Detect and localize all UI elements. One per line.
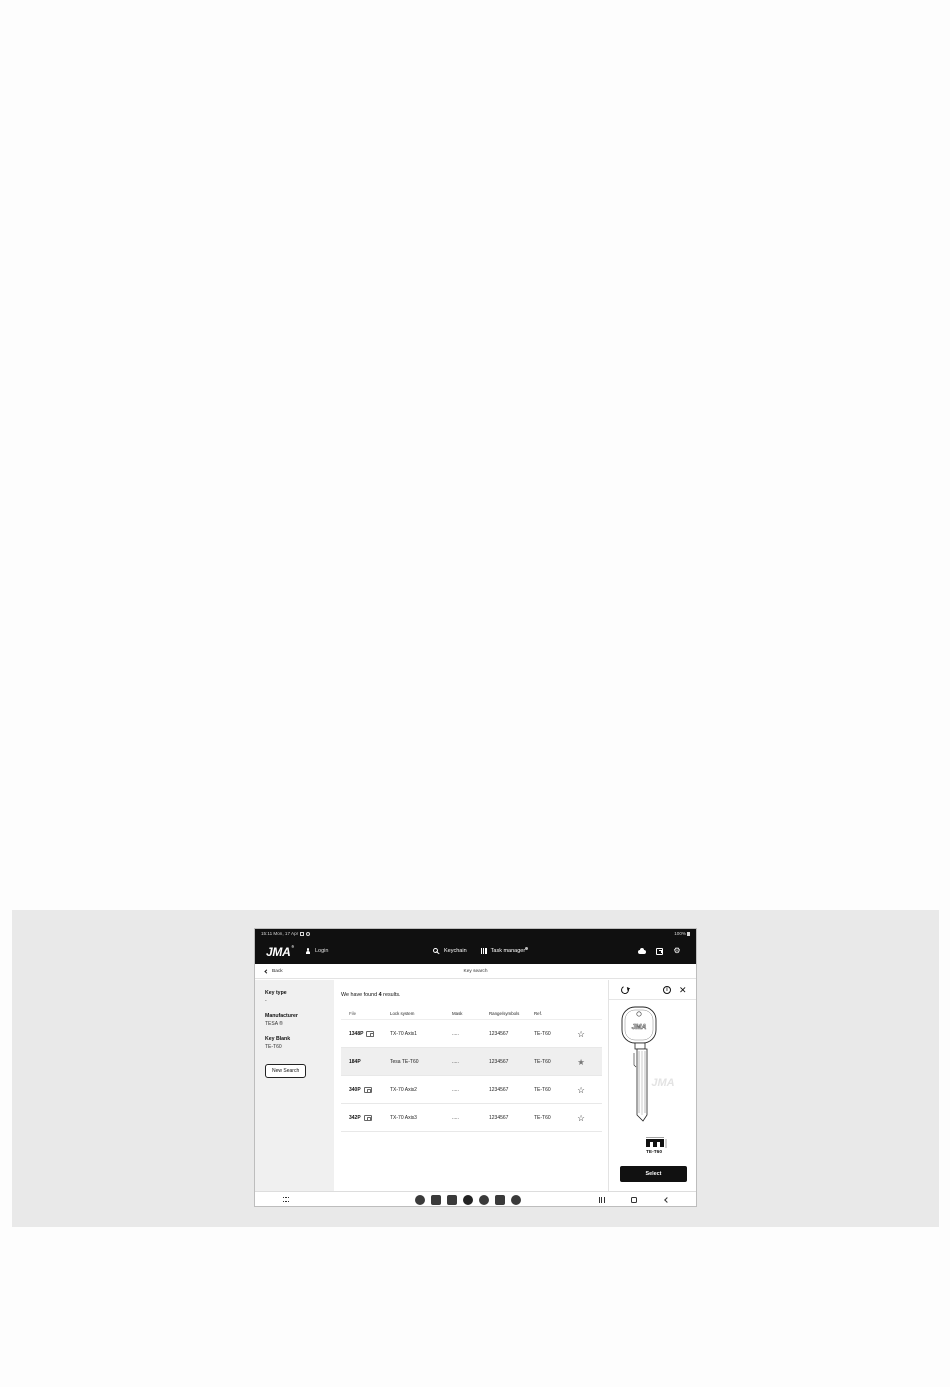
task-manager-link[interactable]: Task manager: [490, 948, 526, 954]
app-bar: [255, 939, 696, 964]
star-outline-icon[interactable]: ☆: [577, 1112, 585, 1123]
jma-logo: [266, 945, 294, 959]
table-row[interactable]: [341, 1020, 602, 1048]
row-mask: .....: [452, 1114, 459, 1121]
col-lock-system: Lock system: [390, 1011, 415, 1016]
app-icon[interactable]: [415, 1195, 425, 1205]
lock-icon: [364, 1087, 372, 1093]
row-file: 1348P: [349, 1030, 364, 1037]
page-title: Key search: [463, 969, 488, 974]
lock-icon: [364, 1115, 372, 1121]
filter-panel: [255, 980, 334, 1191]
row-range: 1234567: [489, 1086, 509, 1093]
back-nav-icon[interactable]: [664, 1197, 670, 1203]
key-detail-panel: [608, 980, 697, 1191]
key-image: [619, 1005, 687, 1131]
key-watermark: JMA: [651, 1077, 675, 1089]
col-file: File: [349, 1011, 357, 1016]
status-time: [261, 929, 310, 939]
cloud-icon[interactable]: [638, 948, 646, 954]
table-row[interactable]: [341, 1048, 602, 1076]
star-outline-icon[interactable]: ☆: [577, 1028, 585, 1039]
key-blank-value: TE-T60: [265, 1044, 282, 1050]
status-time-text: 15:11 Mon, 17 Apr: [261, 931, 299, 936]
key-profile-label: TE-T60: [646, 1150, 662, 1154]
results-summary: [341, 992, 602, 998]
filter-key-type: [265, 990, 324, 1004]
filter-key-blank: [265, 1036, 324, 1050]
refresh-icon[interactable]: [620, 985, 630, 995]
login-label: Login: [315, 948, 329, 954]
row-range: 1234567: [489, 1058, 509, 1065]
export-icon[interactable]: [656, 948, 663, 955]
status-bar: [255, 929, 696, 939]
row-ref: TE-T60: [534, 1058, 551, 1065]
sync-icon: [306, 932, 310, 936]
key-type-label: Key type: [265, 990, 287, 996]
row-ref: TE-T60: [534, 1086, 551, 1093]
chat-icon[interactable]: [463, 1195, 473, 1205]
tablet-screen: [254, 928, 697, 1207]
calendar-icon[interactable]: [447, 1195, 457, 1205]
settings-app-icon[interactable]: [511, 1195, 521, 1205]
key-type-value: -: [265, 998, 267, 1004]
apps-grid-icon[interactable]: [283, 1197, 290, 1203]
row-lock-system: Tesa TE-T60: [390, 1058, 419, 1065]
lock-icon: [366, 1031, 374, 1037]
table-row[interactable]: [341, 1076, 602, 1104]
col-range: Range/symbols: [489, 1011, 520, 1016]
row-range: 1234567: [489, 1114, 509, 1121]
key-head-text: JMA: [631, 1024, 647, 1031]
status-right: [674, 929, 690, 939]
media-icon[interactable]: [495, 1195, 505, 1205]
row-file: 342P: [349, 1114, 361, 1121]
col-ref: Ref.: [534, 1011, 543, 1016]
row-lock-system: TX-70 Axis3: [390, 1114, 417, 1121]
detail-toolbar: [609, 980, 697, 1000]
login-button[interactable]: [305, 948, 328, 954]
row-ref: TE-T60: [534, 1030, 551, 1037]
found-count: 4: [378, 992, 382, 998]
star-filled-icon[interactable]: ★: [577, 1056, 585, 1067]
notification-dot: [525, 947, 528, 950]
table-row[interactable]: [341, 1104, 602, 1132]
battery-icon: [687, 932, 690, 936]
row-lock-system: TX-70 Axis2: [390, 1086, 417, 1093]
keychain-link[interactable]: Keychain: [444, 948, 467, 954]
found-prefix: We have found: [341, 992, 378, 998]
keychain-icon: [433, 948, 440, 954]
app-bar-actions: [638, 947, 681, 955]
back-label: Back: [272, 969, 283, 974]
gear-icon[interactable]: ⚙: [673, 946, 681, 955]
contacts-icon[interactable]: [479, 1195, 489, 1205]
battery-text: 100%: [674, 931, 686, 936]
select-button[interactable]: Select: [620, 1166, 687, 1182]
gallery-icon: [300, 932, 304, 936]
manufacturer-label: Manufacturer: [265, 1013, 298, 1019]
filter-manufacturer: [265, 1013, 324, 1027]
table-header: [341, 1008, 602, 1020]
manufacturer-value: TESA ®: [265, 1021, 283, 1027]
info-icon[interactable]: i: [663, 986, 671, 994]
folder-icon[interactable]: [431, 1195, 441, 1205]
android-nav-bar: [255, 1191, 696, 1207]
key-profile-icon: [644, 1136, 670, 1154]
star-outline-icon[interactable]: ☆: [577, 1084, 585, 1095]
app-dock: [415, 1195, 521, 1205]
recent-apps-icon[interactable]: [599, 1197, 605, 1203]
sub-header: [255, 964, 696, 979]
found-suffix: results.: [383, 992, 401, 998]
row-ref: TE-T60: [534, 1114, 551, 1121]
row-mask: .....: [452, 1030, 459, 1037]
close-icon[interactable]: ✕: [679, 985, 687, 995]
row-lock-system: TX-70 Axis1: [390, 1030, 417, 1037]
key-blank-label: Key Blank: [265, 1036, 291, 1042]
col-mask: Mask: [452, 1011, 463, 1016]
logo-mark: ®: [291, 945, 294, 949]
user-icon: [305, 948, 311, 954]
results-panel: [335, 980, 608, 1191]
app-nav: [433, 948, 528, 954]
row-file: 340P: [349, 1086, 361, 1093]
row-mask: .....: [452, 1086, 459, 1093]
task-manager-icon: [481, 948, 487, 954]
row-mask: .....: [452, 1058, 459, 1065]
row-file: 184P: [349, 1058, 361, 1065]
logo-text: JMA: [266, 945, 291, 959]
row-range: 1234567: [489, 1030, 509, 1037]
home-icon[interactable]: [631, 1197, 637, 1203]
new-search-button[interactable]: New Search: [265, 1064, 306, 1078]
